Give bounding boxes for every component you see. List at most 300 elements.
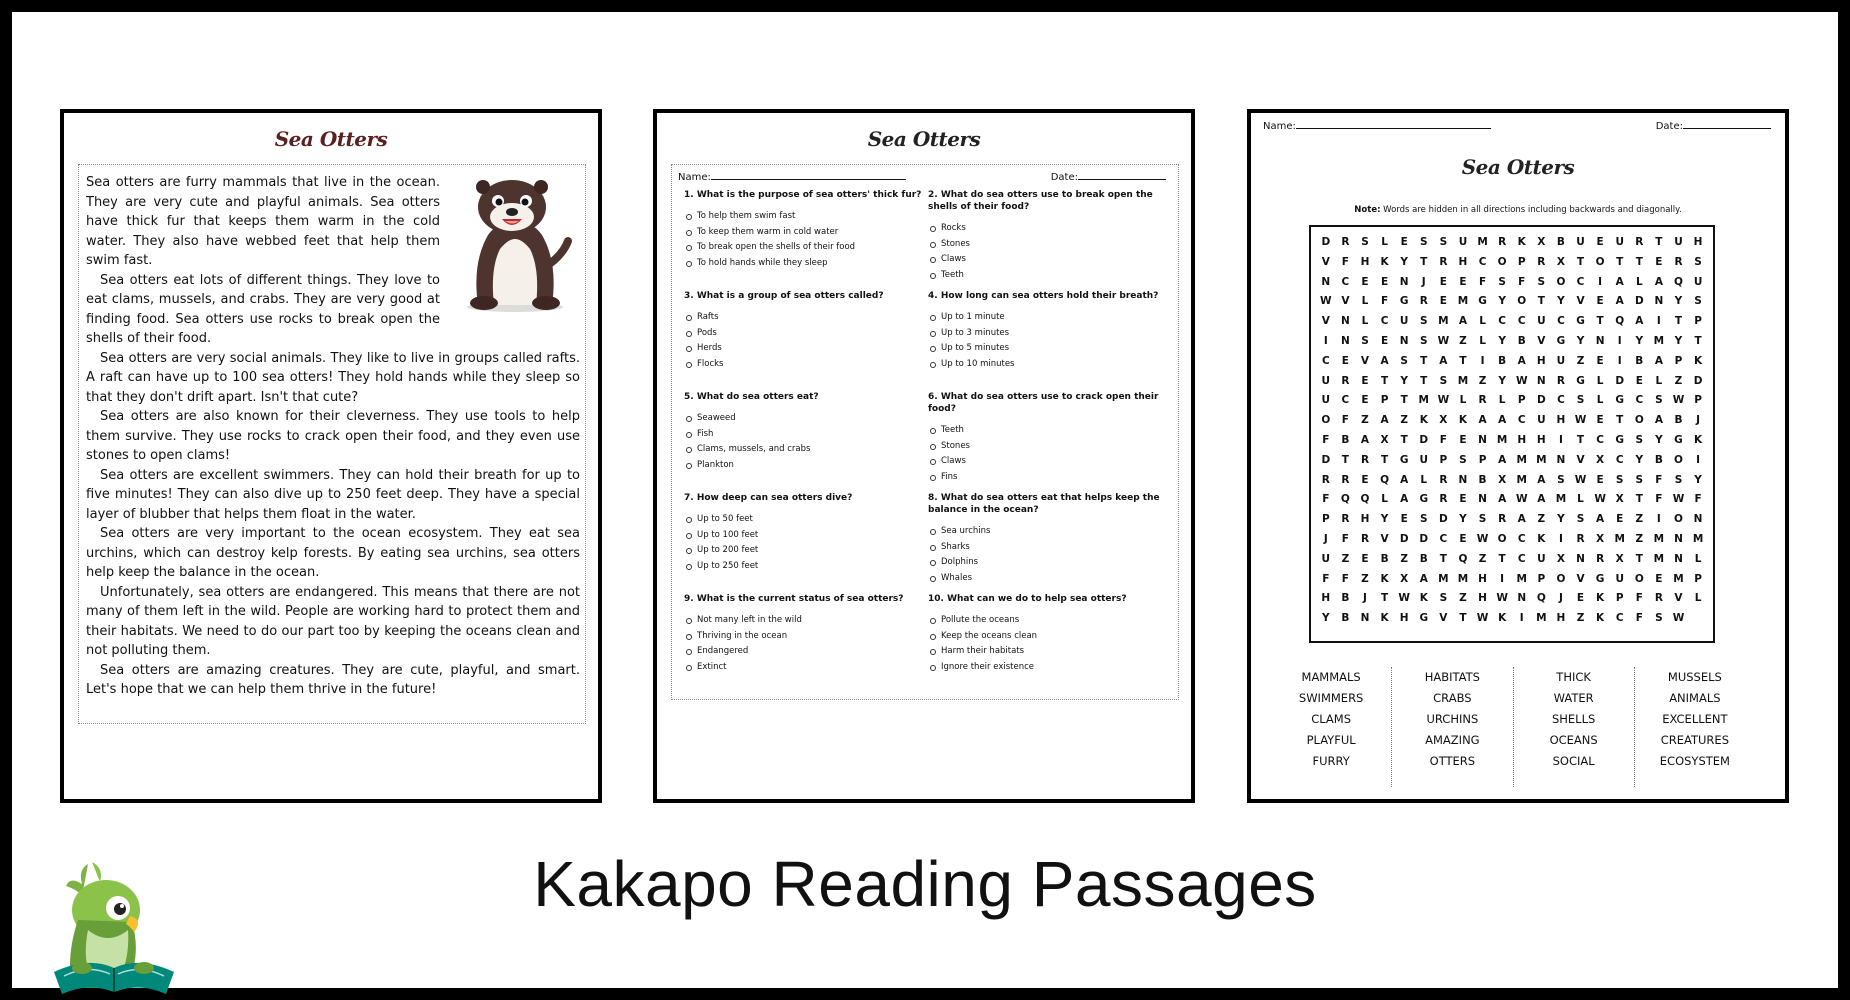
wordsearch-letter: D [1693, 374, 1703, 387]
wordsearch-letter: K [1694, 354, 1703, 367]
wordsearch-letter: S [1361, 334, 1369, 347]
wordsearch-letter: V [1360, 354, 1370, 367]
quiz-option[interactable]: Endangered [684, 644, 924, 660]
wordsearch-note-label: Note: [1354, 205, 1381, 215]
wordsearch-letter: G [1595, 572, 1605, 585]
wordsearch-letter: G [1556, 334, 1566, 347]
wordsearch-letter: C [1439, 532, 1448, 545]
quiz-option[interactable]: Fish [684, 427, 924, 443]
passage-paragraph: Sea otters are excellent swimmers. They can hold their breath for up to five minutes! They can also dive up to 250 feet deep. They have a special layer of blubber that helps them float in the water. [86, 467, 580, 522]
wordsearch-letter: E [1361, 374, 1369, 387]
wordsearch-letter: Z [1341, 552, 1350, 565]
wordsearch-letter: H [1536, 433, 1546, 446]
quiz-option[interactable]: Stones [928, 237, 1168, 253]
wordsearch-letter: M [1536, 612, 1547, 625]
quiz-option[interactable]: Up to 250 feet [684, 559, 924, 575]
quiz-option[interactable]: Harm their habitats [928, 644, 1168, 660]
wordsearch-letter: O [1556, 572, 1566, 585]
wordsearch-letter: I [1558, 433, 1563, 446]
wordsearch-letter: Z [1635, 532, 1644, 545]
wordsearch-letter: G [1615, 433, 1625, 446]
wordsearch-word: AMAZING [1425, 733, 1480, 747]
wordsearch-letter: Z [1459, 592, 1467, 605]
wordsearch-letter: B [1380, 552, 1389, 565]
wordsearch-letter: F [1341, 532, 1349, 545]
wordsearch-date-label: Date: [1655, 121, 1683, 132]
wordsearch-letter: C [1615, 612, 1624, 625]
wordsearch-letter: Y [1380, 513, 1389, 526]
wordsearch-letter: M [1653, 552, 1665, 565]
wordsearch-letter: U [1321, 394, 1331, 407]
wordsearch-letter: V [1576, 572, 1585, 585]
quiz-option[interactable]: Thriving in the ocean [684, 629, 924, 645]
quiz-option[interactable]: Claws [928, 454, 1168, 470]
wordsearch-letter: A [1498, 493, 1507, 506]
wordsearch-letter: S [1557, 473, 1565, 486]
wordsearch-letter: N [1478, 433, 1487, 446]
wordsearch-letter: U [1615, 572, 1624, 585]
wordsearch-letter: Q [1380, 473, 1390, 486]
wordsearch-letter: M [1653, 532, 1665, 545]
wordsearch-letter: Z [1478, 552, 1487, 565]
wordsearch-letter: D [1439, 513, 1448, 526]
wordsearch-letter: C [1576, 275, 1585, 288]
wordsearch-letter: C [1341, 275, 1350, 288]
wordsearch-letter: G [1576, 315, 1585, 328]
quiz-options [928, 310, 1168, 372]
wordsearch-letter: M [1516, 572, 1527, 585]
wordsearch-letter: P [1321, 513, 1330, 526]
wordsearch-letter: Y [1498, 334, 1506, 347]
wordsearch-letter: T [1537, 295, 1545, 308]
wordsearch-letter: O [1321, 414, 1331, 427]
wordsearch-letter: D [1399, 532, 1409, 545]
wordsearch-letter: O [1634, 414, 1644, 427]
wordsearch-letter: K [1458, 414, 1468, 427]
wordsearch-letter: W [1398, 592, 1410, 605]
wordsearch-letter: V [1439, 612, 1448, 625]
quiz-option[interactable]: Up to 5 minutes [928, 341, 1168, 357]
wordsearch-letter: E [1596, 295, 1604, 308]
wordsearch-letter: T [1420, 354, 1428, 367]
wordsearch-letter: F [1439, 433, 1447, 446]
wordsearch-note-text: Words are hidden in all directions including backwards and diagonally. [1380, 205, 1682, 215]
quiz-option[interactable]: Flocks [684, 357, 924, 373]
quiz-question [684, 593, 924, 694]
quiz-options [684, 209, 924, 271]
passage-box [78, 164, 586, 724]
wordsearch-word: ECOSYSTEM [1659, 754, 1730, 768]
quiz-option[interactable]: Teeth [928, 423, 1168, 439]
wordsearch-letter: W [1437, 394, 1450, 407]
wordsearch-letter: D [1536, 394, 1546, 407]
wordsearch-letter: T [1380, 374, 1389, 387]
wordsearch-page-preview [1247, 109, 1789, 803]
wordsearch-letter: Z [1361, 414, 1369, 427]
wordsearch-letter: H [1478, 572, 1487, 585]
quiz-question [684, 290, 924, 391]
wordsearch-letter: V [1321, 315, 1330, 328]
wordsearch-letter: S [1419, 315, 1428, 328]
wordsearch-letter: T [1380, 453, 1389, 466]
wordsearch-letter: N [1360, 612, 1370, 625]
wordsearch-letter: C [1517, 414, 1526, 427]
wordsearch-letter: B [1419, 552, 1428, 565]
quiz-option[interactable]: Dolphins [928, 555, 1168, 571]
wordsearch-letter: J [1323, 532, 1328, 545]
wordsearch-letter: A [1400, 493, 1409, 506]
wordsearch-letter: I [1323, 334, 1328, 347]
wordsearch-letter: E [1361, 275, 1369, 288]
wordsearch-letter: N [1340, 315, 1350, 328]
wordsearch-letter: S [1439, 374, 1448, 387]
wordsearch-letter: J [1363, 592, 1367, 605]
wordsearch-letter: R [1537, 255, 1546, 268]
wordsearch-letter: G [1419, 493, 1429, 506]
wordsearch-letter: Q [1536, 592, 1546, 605]
passage-paragraph: Sea otters are furry mammals that live in the ocean. They are very cute and playful animals. Sea otters have thick fur that keeps them warm in the cold water. They also have webbed feet that help them swim fast. [86, 175, 440, 268]
quiz-option[interactable]: Not many left in the wild [684, 613, 924, 629]
wordsearch-letter: S [1615, 473, 1624, 486]
wordsearch-letter: D [1419, 532, 1429, 545]
wordsearch-letter: L [1381, 236, 1388, 248]
quiz-question-text: 7. How deep can sea otters dive? [684, 493, 853, 503]
wordsearch-word: OTTERS [1429, 754, 1476, 768]
wordsearch-letter: Z [1635, 513, 1644, 526]
quiz-question-text: 8. What do sea otters eat that helps keep the balance in the ocean? [928, 493, 1160, 515]
wordsearch-word-list [1271, 667, 1755, 787]
wordsearch-letter: C [1498, 315, 1506, 328]
quiz-option[interactable]: Up to 3 minutes [928, 326, 1168, 342]
wordsearch-letter: E [1576, 592, 1585, 605]
wordsearch-letter: W [1320, 295, 1332, 308]
wordsearch-letter: A [1654, 414, 1663, 427]
wordsearch-letter: P [1674, 354, 1683, 367]
wordsearch-word: OCEANS [1549, 733, 1598, 747]
wordsearch-letter: B [1674, 414, 1683, 427]
quiz-option[interactable]: Ignore their existence [928, 660, 1168, 676]
quiz-option[interactable]: To keep them warm in cold water [684, 225, 924, 241]
quiz-option[interactable]: Stones [928, 439, 1168, 455]
wordsearch-word: SHELLS [1551, 712, 1596, 726]
wordsearch-letter: M [1614, 532, 1625, 545]
wordsearch-letter: B [1517, 334, 1526, 347]
wordsearch-word: MUSSELS [1667, 670, 1722, 684]
quiz-option[interactable]: Sea urchins [928, 524, 1168, 540]
wordsearch-letter: U [1693, 275, 1703, 288]
wordsearch-note [1251, 205, 1785, 215]
quiz-question [928, 391, 1168, 492]
quiz-question [928, 492, 1168, 593]
quiz-option[interactable]: Up to 50 feet [684, 512, 924, 528]
wordsearch-letter: Y [1557, 295, 1565, 308]
wordsearch-letter: C [1517, 532, 1526, 545]
wordsearch-letter: C [1596, 433, 1604, 446]
wordsearch-letter: M [1653, 334, 1665, 347]
wordsearch-letter: E [1361, 473, 1369, 486]
wordsearch-letter: O [1674, 453, 1683, 466]
wordsearch-letter: C [1321, 354, 1330, 367]
wordsearch-letter: W [1594, 493, 1606, 506]
wordsearch-letter: F [1635, 592, 1643, 605]
wordsearch-letter: Y [1459, 513, 1467, 526]
wordsearch-letter: C [1635, 394, 1644, 407]
wordsearch-letter: W [1672, 493, 1685, 506]
wordsearch-letter: K [1596, 592, 1605, 605]
wordsearch-letter: H [1517, 433, 1527, 446]
wordsearch-letter: Z [1400, 552, 1408, 565]
quiz-option[interactable]: To hold hands while they sleep [684, 256, 924, 272]
wordsearch-letter: U [1576, 236, 1585, 248]
wordsearch-letter: H [1556, 414, 1566, 427]
wordsearch-letter: E [1459, 493, 1467, 506]
wordsearch-letter: P [1517, 255, 1526, 268]
wordsearch-letter: Y [1674, 334, 1683, 347]
wordsearch-letter: I [1480, 354, 1485, 367]
wordsearch-letter: F [1341, 255, 1349, 268]
wordsearch-letter: K [1537, 532, 1546, 545]
wordsearch-letter: T [1400, 433, 1408, 446]
wordsearch-letter: F [1341, 414, 1349, 427]
quiz-question-text: 4. How long can sea otters hold their breath? [928, 291, 1159, 301]
wordsearch-letter: M [1516, 473, 1527, 486]
wordsearch-letter: U [1458, 236, 1468, 248]
wordsearch-letter: S [1498, 275, 1506, 288]
wordsearch-letter: H [1399, 612, 1409, 625]
wordsearch-letter: E [1596, 414, 1604, 427]
wordsearch-letter: R [1439, 255, 1448, 268]
wordsearch-letter: A [1360, 433, 1370, 446]
wordsearch-letter: B [1478, 473, 1487, 486]
quiz-option[interactable]: Up to 200 feet [684, 543, 924, 559]
wordsearch-letter: L [1361, 295, 1369, 308]
quiz-options [684, 613, 924, 675]
wordsearch-letter: N [1321, 275, 1331, 288]
wordsearch-letter: R [1674, 255, 1683, 268]
wordsearch-letter: X [1615, 552, 1624, 565]
wordsearch-letter: R [1576, 532, 1585, 545]
wordsearch-letter: N [1458, 473, 1468, 486]
wordsearch-letter: E [1655, 572, 1663, 585]
quiz-option[interactable]: Whales [928, 571, 1168, 587]
wordsearch-letter: A [1596, 513, 1605, 526]
wordsearch-letter: L [1577, 493, 1584, 506]
wordsearch-letter: T [1635, 493, 1643, 506]
wordsearch-letter: Q [1458, 552, 1468, 565]
quiz-option[interactable]: Clams, mussels, and crabs [684, 442, 924, 458]
passage-paragraph: Sea otters are very important to the ocean ecosystem. They eat sea urchins, which can destroy kelp forests. By eating sea urchins, sea otters help keep the balance in the ocean. [86, 526, 580, 580]
wordsearch-letter: M [1457, 295, 1469, 308]
quiz-option[interactable]: Keep the oceans clean [928, 629, 1168, 645]
quiz-question [684, 391, 924, 492]
wordsearch-letter: H [1360, 513, 1370, 526]
wordsearch-letter: N [1595, 334, 1605, 347]
quiz-column-left [684, 189, 924, 694]
wordsearch-letter: E [1616, 513, 1624, 526]
wordsearch-letter: C [1615, 453, 1624, 466]
wordsearch-letter: S [1400, 354, 1408, 367]
passage-page-preview [60, 109, 602, 803]
wordsearch-letter: N [1576, 552, 1585, 565]
wordsearch-letter: F [1655, 473, 1663, 486]
wordsearch-word-column [1514, 667, 1635, 787]
quiz-option[interactable]: Rocks [928, 221, 1168, 237]
quiz-options [928, 613, 1168, 675]
wordsearch-letter: K [1380, 255, 1389, 268]
wordsearch-letter: X [1380, 433, 1389, 446]
quiz-option[interactable]: Up to 10 minutes [928, 357, 1168, 373]
wordsearch-letter: S [1655, 612, 1663, 625]
quiz-option[interactable]: Up to 1 minute [928, 310, 1168, 326]
wordsearch-letter: I [1656, 513, 1661, 526]
wordsearch-letter: O [1517, 295, 1527, 308]
wordsearch-letter: A [1654, 354, 1663, 367]
passage-paragraph: Sea otters are very social animals. They like to live in groups called rafts. A raft can have up to 100 sea otters! They hold hands while they sleep so that they don't drift apart. Isn't that cute? [86, 350, 580, 405]
wordsearch-letter: E [1596, 236, 1604, 248]
quiz-page-preview [653, 109, 1195, 803]
wordsearch-letter: E [1361, 552, 1369, 565]
wordsearch-letter: Z [1537, 513, 1546, 526]
wordsearch-letter: T [1616, 414, 1624, 427]
wordsearch-letter: Y [1557, 513, 1565, 526]
wordsearch-letter: F [1322, 433, 1330, 446]
wordsearch-letter: C [1517, 552, 1526, 565]
wordsearch-letter: H [1536, 354, 1546, 367]
wordsearch-letter: Y [1400, 374, 1408, 387]
wordsearch-letter: M [1536, 453, 1547, 466]
wordsearch-letter: M [1673, 572, 1684, 585]
wordsearch-letter: Y [1635, 453, 1644, 466]
wordsearch-word-column [1271, 667, 1392, 787]
wordsearch-letter: H [1458, 255, 1468, 268]
wordsearch-word-column [1635, 667, 1755, 787]
wordsearch-letter: X [1596, 453, 1605, 466]
quiz-options [684, 310, 924, 372]
wordsearch-letter: N [1517, 592, 1527, 605]
quiz-option[interactable]: Extinct [684, 660, 924, 676]
quiz-option[interactable]: Rafts [684, 310, 924, 326]
quiz-question-text: 5. What do sea otters eat? [684, 392, 819, 402]
quiz-option[interactable]: Fins [928, 470, 1168, 486]
wordsearch-letter: F [1694, 493, 1702, 506]
wordsearch-letter: G [1419, 612, 1429, 625]
wordsearch-letter: U [1556, 354, 1566, 367]
quiz-option[interactable]: To break open the shells of their food [684, 240, 924, 256]
quiz-options [928, 221, 1168, 283]
brand-title: Kakapo Reading Passages [533, 848, 1317, 920]
quiz-option[interactable]: Herds [684, 341, 924, 357]
wordsearch-letter: D [1321, 236, 1331, 248]
wordsearch-letter: R [1321, 473, 1330, 486]
wordsearch-letter: A [1419, 572, 1428, 585]
wordsearch-letter: A [1537, 493, 1546, 506]
wordsearch-letter: N [1536, 374, 1546, 387]
wordsearch-letter: M [1516, 453, 1527, 466]
wordsearch-letter: T [1420, 255, 1428, 268]
quiz-option[interactable]: Teeth [928, 268, 1168, 284]
wordsearch-letter: R [1439, 473, 1448, 486]
wordsearch-letter: R [1439, 493, 1448, 506]
quiz-option[interactable]: Sharks [928, 540, 1168, 556]
wordsearch-letter: E [1439, 295, 1447, 308]
wordsearch-letter: K [1419, 414, 1428, 427]
wordsearch-letter: I [1617, 334, 1622, 347]
quiz-question [684, 189, 924, 290]
wordsearch-letter: U [1615, 236, 1624, 248]
wordsearch-letter: L [1655, 374, 1663, 387]
wordsearch-letter: L [1459, 394, 1467, 407]
wordsearch-letter: E [1459, 433, 1467, 446]
wordsearch-letter: X [1556, 552, 1565, 565]
wordsearch-letter: S [1459, 453, 1467, 466]
quiz-option[interactable]: Pollute the oceans [928, 613, 1168, 629]
wordsearch-letter: A [1400, 473, 1409, 486]
wordsearch-letter: T [1596, 315, 1604, 328]
wordsearch-letter: S [1537, 275, 1546, 288]
wordsearch-letter: P [1537, 572, 1546, 585]
quiz-option[interactable]: Plankton [684, 458, 924, 474]
wordsearch-letter: L [1498, 394, 1506, 407]
wordsearch-letter: T [1498, 552, 1506, 565]
wordsearch-letter: W [1574, 473, 1587, 486]
wordsearch-letter: Z [1400, 414, 1408, 427]
wordsearch-letter: P [1615, 592, 1624, 605]
wordsearch-letter: S [1419, 236, 1428, 248]
quiz-options [928, 524, 1168, 586]
wordsearch-letter: T [1635, 552, 1643, 565]
quiz-option[interactable]: To help them swim fast [684, 209, 924, 225]
wordsearch-name-label: Name: [1263, 121, 1296, 132]
wordsearch-letter: Q [1360, 493, 1370, 506]
quiz-option[interactable]: Claws [928, 252, 1168, 268]
wordsearch-letter: T [1655, 236, 1663, 248]
wordsearch-word: MAMMALS [1301, 670, 1361, 684]
wordsearch-letter: L [1596, 394, 1604, 407]
wordsearch-word: SOCIAL [1552, 754, 1595, 768]
wordsearch-letter: R [1556, 374, 1565, 387]
wordsearch-letter: M [1477, 236, 1488, 248]
wordsearch-letter: V [1380, 532, 1389, 545]
wordsearch-letter: C [1517, 315, 1526, 328]
wordsearch-letter: X [1498, 473, 1507, 486]
wordsearch-letter: P [1694, 572, 1702, 585]
quiz-option[interactable]: Seaweed [684, 411, 924, 427]
quiz-option[interactable]: Pods [684, 326, 924, 342]
wordsearch-letter: H [1478, 592, 1487, 605]
wordsearch-letter: T [1694, 334, 1702, 347]
wordsearch-letter: F [1655, 493, 1663, 506]
wordsearch-letter: A [1498, 453, 1507, 466]
quiz-question-text: 10. What can we do to help sea otters? [928, 594, 1127, 604]
wordsearch-letter: T [1674, 315, 1683, 328]
wordsearch-word: EXCELLENT [1662, 712, 1728, 726]
wordsearch-letter: L [1381, 493, 1388, 506]
quiz-question-text: 2. What do sea otters use to break open the shells of their food? [928, 190, 1153, 212]
quiz-options [928, 423, 1168, 485]
wordsearch-letter: A [1615, 275, 1624, 288]
quiz-option[interactable]: Up to 100 feet [684, 528, 924, 544]
wordsearch-letter: W [1672, 612, 1685, 625]
wordsearch-letter: T [1400, 394, 1408, 407]
canvas [12, 12, 1838, 988]
wordsearch-letter: U [1537, 552, 1546, 565]
wordsearch-letter: S [1478, 513, 1487, 526]
wordsearch-letter: U [1399, 315, 1409, 328]
wordsearch-letter: R [1360, 532, 1370, 545]
wordsearch-letter: F [1478, 275, 1487, 288]
wordsearch-letter: O [1497, 255, 1507, 268]
wordsearch-letter: A [1635, 315, 1644, 328]
